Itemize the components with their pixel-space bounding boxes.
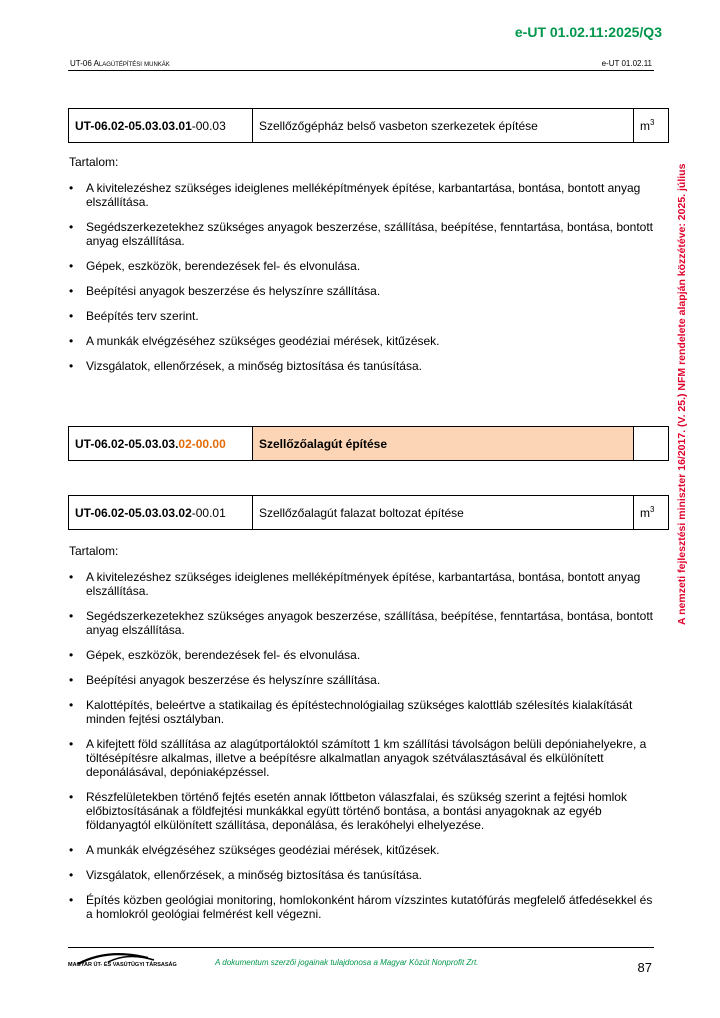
section-heading: Tartalom: (69, 155, 119, 169)
list-item (69, 609, 659, 637)
list-item-text: Építés közben geológiai monitoring, homlokonként három vízszintes kutatófúrás megfelelő átfedésekkel és a homlokról geológiai felmérést kell végezni. (86, 893, 653, 921)
bullet-icon: • (69, 868, 74, 882)
bullet-icon: • (69, 309, 74, 323)
list-item (69, 309, 659, 323)
bullet-icon: • (69, 359, 74, 373)
list-item (69, 359, 659, 373)
list-item-text: Részfelületekben történő fejtés esetén annak lőttbeton válaszfalai, és szükség szerint a fejtési homlok előbiztosításának a földfejtési munkákkal együtt történő bontása, a bontási anyagoknak az egyéb földanyagtól elkülönített szállítása, deponálása, és lerakóhelyi elhelyezése. (86, 790, 627, 832)
list-item (69, 790, 659, 832)
list-item (69, 648, 659, 662)
bullet-icon: • (69, 181, 74, 195)
item-code: UT-06.02-05.03.03.01-00.03 (69, 109, 253, 143)
bullet-icon: • (69, 648, 74, 662)
footer-rule (68, 947, 654, 948)
list-item-text: A munkák elvégzéséhez szükséges geodéziai mérések, kitűzések. (86, 843, 440, 857)
content-list (69, 570, 659, 921)
item-code: UT-06.02-05.03.03.02-00.01 (69, 496, 253, 530)
page-number: 87 (637, 960, 652, 975)
bullet-icon: • (69, 334, 74, 348)
list-item-text: Segédszerkezetekhez szükséges anyagok beszerzése, szállítása, beépítése, fenntartása, bontása, bontott anyag elszállítása. (86, 609, 654, 637)
list-item (69, 334, 659, 348)
item-table-1 (68, 108, 669, 143)
copyright-note: A dokumentum szerzői jogainak tulajdonosa a Magyar Közút Nonprofit Zrt. (215, 958, 479, 967)
bullet-icon: • (69, 609, 74, 623)
header-chapter-title: UT-06 Alagútépítési munkák (70, 59, 170, 68)
header-rule (68, 70, 654, 71)
bullet-icon: • (69, 673, 74, 687)
bullet-icon: • (69, 284, 74, 298)
list-item-text: A kifejtett föld szállítása az alagútportáloktól számított 1 km szállítási távolságon belüli depóniahelyekre, a töltésépítésre alkalmas, illetve a beépítésre alkalmatlan anyagok szétválasztásával és elkülönített deponálásával, depóniaképzéssel. (86, 737, 647, 779)
list-item-text: Beépítési anyagok beszerzése és helyszínre szállítása. (86, 284, 381, 298)
header-document-id: e-UT 01.02.11 (601, 59, 652, 68)
list-item-text: Gépek, eszközök, berendezések fel- és elvonulása. (86, 259, 361, 273)
bullet-icon: • (69, 737, 74, 751)
list-item-text: Gépek, eszközök, berendezések fel- és elvonulása. (86, 648, 361, 662)
list-item-text: Segédszerkezetekhez szükséges anyagok beszerzése, szállítása, beépítése, fenntartása, bontása, bontott anyag elszállítása. (86, 220, 654, 248)
list-item-text: Kalottépítés, beleértve a statikailag és építéstechnológiailag szükséges kalottláb szélesítés kialakítását minden fejtési osztályban. (86, 698, 633, 726)
item-table-3 (68, 495, 669, 530)
list-item (69, 893, 659, 921)
list-item (69, 284, 659, 298)
list-item (69, 868, 659, 882)
bullet-icon: • (69, 893, 74, 907)
document-code: e-UT 01.02.11:2025/Q3 (514, 24, 662, 40)
list-item (69, 259, 659, 273)
item-unit: $m^3$ (634, 496, 669, 530)
item-unit: $m^3$ (634, 109, 669, 143)
list-item-text: Vizsgálatok, ellenőrzések, a minőség biztosítása és tanúsítása. (86, 359, 422, 373)
list-item-text: Beépítési anyagok beszerzése és helyszínre szállítása. (86, 673, 381, 687)
bullet-icon: • (69, 570, 74, 584)
list-item-text: Beépítés terv szerint. (86, 309, 199, 323)
bullet-icon: • (69, 790, 74, 804)
content-section-2 (69, 544, 659, 932)
list-item (69, 220, 659, 248)
bullet-icon: • (69, 220, 74, 234)
content-section-1 (69, 155, 659, 384)
item-table-2 (68, 426, 669, 461)
content-list (69, 181, 659, 373)
publication-side-note: A nemzeti fejlesztési miniszter 16/2017. (V. 25.) NFM rendelete alapján közzétéve: 2025. július (676, 163, 688, 625)
list-item (69, 570, 659, 598)
list-item (69, 737, 659, 779)
list-item-text: A munkák elvégzéséhez szükséges geodéziai mérések, kitűzések. (86, 334, 440, 348)
bullet-icon: • (69, 259, 74, 273)
company-logo-icon (68, 950, 168, 972)
list-item (69, 698, 659, 726)
list-item-text: Vizsgálatok, ellenőrzések, a minőség biztosítása és tanúsítása. (86, 868, 422, 882)
item-unit-empty (634, 427, 669, 461)
list-item (69, 673, 659, 687)
item-code: UT-06.02-05.03.03.02-00.00 (69, 427, 253, 461)
list-item-text: A kivitelezéshez szükséges ideiglenes melléképítmények építése, karbantartása, bontása, bontott anyag elszállítása. (86, 570, 641, 598)
item-title: Szellőzőgépház belső vasbeton szerkezetek építése (253, 109, 634, 143)
item-title-highlighted: Szellőzőalagút építése (253, 427, 634, 461)
section-heading: Tartalom: (69, 544, 119, 558)
bullet-icon: • (69, 843, 74, 857)
item-title: Szellőzőalagút falazat boltozat építése (253, 496, 634, 530)
company-logo-text: MAGYAR ÚT- ÉS VASÚTÜGYI TÁRSASÁG (68, 962, 177, 968)
list-item-text: A kivitelezéshez szükséges ideiglenes melléképítmények építése, karbantartása, bontása, bontott anyag elszállítása. (86, 181, 641, 209)
list-item (69, 843, 659, 857)
list-item (69, 181, 659, 209)
bullet-icon: • (69, 698, 74, 712)
